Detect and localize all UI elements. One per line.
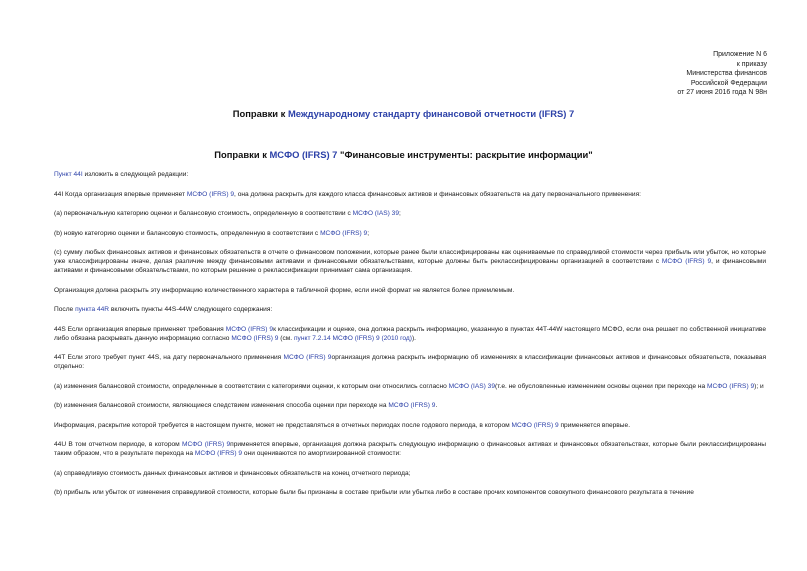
- appendix-line: Приложение N 6: [713, 51, 767, 58]
- paragraph: [54, 286, 766, 295]
- section-title-suffix: "Финансовые инструменты: раскрытие информации": [337, 149, 593, 160]
- paragraph-text: , и финансовыми активами и финансовыми обязательствами, по которым решение о реклассификации принимает сама организация.: [54, 258, 767, 274]
- appendix-header: [567, 50, 767, 98]
- appendix-line: к приказу: [736, 60, 767, 68]
- paragraph-text: 44U В том отчетном периоде, в котором: [54, 441, 183, 448]
- paragraph: [54, 170, 766, 179]
- section-title-prefix: Поправки к: [214, 149, 270, 160]
- section-title-link[interactable]: МСФО (IFRS) 7: [269, 149, 338, 160]
- paragraph: [54, 353, 766, 371]
- paragraph-text: (a) изменения балансовой стоимости, определенные в соответствии с категориями оценки, к которым они относились согласно: [54, 382, 449, 390]
- paragraph-text: включить пункты 44S-44W следующего содержания:: [109, 306, 273, 313]
- paragraph-text: ;: [367, 229, 370, 237]
- document-link[interactable]: МСФО (IAS) 39: [448, 382, 496, 390]
- document-body: [54, 170, 766, 508]
- paragraph: [54, 305, 766, 314]
- document-link[interactable]: МСФО (IFRS) 9: [194, 450, 243, 457]
- paragraph-text: (a) справедливую стоимость данных финансовых активов и финансовых обязательств на конец отчетного периода;: [54, 469, 411, 477]
- document-link[interactable]: Пункт 44I: [54, 171, 83, 178]
- document-link[interactable]: МСФО (IFRS) 9: [661, 258, 712, 265]
- document-link[interactable]: МСФО (IFRS) 9: [707, 382, 755, 390]
- paragraph: [54, 325, 766, 343]
- document-link[interactable]: МСФО (IFRS) 9: [388, 402, 436, 409]
- paragraph-text: (т.е. не обусловленные изменением основы оценки при переходе на: [495, 382, 708, 390]
- paragraph: [54, 229, 766, 238]
- paragraph-text: (c) сумму любых финансовых активов и финансовых обязательств в отчете о финансовом положении, которые ранее были классифицированы как оцениваемые по справедливой стоимости через прибыль или убыток, но которые уже классифицированы иначе, делая различие между финансовыми активами и финансовыми обязательствами, которые должны быть реклассифицированы организацией в соответствии с: [54, 249, 766, 265]
- paragraph-text: организация должна раскрыть информацию об изменениях в классификации финансовых активов и финансовых обязательств, показывая отдельно:: [54, 354, 767, 370]
- paragraph-text: ;: [399, 210, 401, 217]
- paragraph-text: .: [435, 402, 438, 409]
- document-link[interactable]: пункта 44R: [75, 306, 110, 313]
- paragraph: [54, 382, 766, 391]
- document-link[interactable]: МСФО (IFRS) 9: [320, 229, 368, 237]
- paragraph-text: (b) прибыль или убыток от изменения справедливой стоимости, которые были бы признаны в составе прибыли или убытка либо в составе прочих компонентов совокупного финансового результата в течение: [54, 489, 694, 496]
- paragraph-text: 44S Если организация впервые применяет требования: [54, 325, 226, 333]
- document-link[interactable]: МСФО (IFRS) 9: [511, 421, 559, 429]
- paragraph-text: применяется впервые.: [558, 421, 631, 429]
- document-title: [0, 108, 807, 119]
- paragraph: [54, 190, 766, 199]
- paragraph-text: (a) первоначальную категорию оценки и балансовую стоимость, определенную в соответствии с: [54, 210, 353, 217]
- paragraph-text: ).: [411, 334, 416, 342]
- paragraph-text: к классификации и оценке, она должна раскрыть информацию, указанную в пунктах 44T-44W настоящего МСФО, если она решает по собственной инициативе либо обязана раскрывать данную информацию согласно: [54, 325, 767, 342]
- appendix-line: от 27 июня 2016 года N 98н: [677, 89, 767, 96]
- section-title: [0, 149, 807, 160]
- paragraph-text: изложить в следующей редакции:: [82, 171, 189, 178]
- document-link[interactable]: пункт 7.2.14 МСФО (IFRS) 9 (2010 год): [293, 334, 412, 342]
- paragraph: [54, 488, 766, 497]
- paragraph: [54, 440, 766, 458]
- paragraph-text: применяется впервые, организация должна раскрыть следующую информацию о финансовых активах и финансовых обязательствах, которые были реклассифицированы таким образом, что в результате перехода на: [54, 441, 767, 457]
- document-link[interactable]: МСФО (IFRS) 9: [283, 354, 332, 361]
- document-link[interactable]: МСФО (IFRS) 9: [231, 334, 279, 342]
- paragraph-text: 44T Если этого требует пункт 44S, на дату первоначального применения: [54, 354, 284, 361]
- paragraph-text: 44I Когда организация впервые применяет: [54, 190, 187, 198]
- document-link[interactable]: МСФО (IAS) 39: [352, 210, 399, 217]
- document-link[interactable]: МСФО (IFRS) 9: [186, 190, 235, 198]
- paragraph: [54, 209, 766, 218]
- document-link[interactable]: МСФО (IFRS) 9: [182, 441, 231, 448]
- paragraph: [54, 248, 766, 275]
- paragraph-text: Организация должна раскрыть эту информацию количественного характера в табличной форме, если иной формат не является более приемлемым.: [54, 286, 515, 294]
- title-link[interactable]: Международному стандарту финансовой отчетности (IFRS) 7: [287, 108, 575, 119]
- paragraph-text: (см.: [278, 334, 294, 342]
- paragraph-text: (b) изменения балансовой стоимости, являющиеся следствием изменения способа оценки при переходе на: [54, 402, 389, 409]
- paragraph-text: они оцениваются по амортизированной стоимости:: [242, 450, 402, 457]
- paragraph-text: (b) новую категорию оценки и балансовую стоимость, определенную в соответствии с: [54, 229, 321, 237]
- paragraph-text: ); и: [754, 382, 764, 390]
- paragraph-text: После: [54, 306, 76, 313]
- appendix-line: Российской Федерации: [690, 79, 767, 87]
- paragraph: [54, 421, 766, 430]
- paragraph-text: , она должна раскрыть для каждого класса финансовых активов и финансовых обязательств на дату первоначального применения:: [234, 190, 641, 198]
- paragraph: [54, 401, 766, 410]
- appendix-line: Министерства финансов: [686, 70, 767, 77]
- paragraph-text: Информация, раскрытие которой требуется в настоящем пункте, может не представляться в отчетных периодах после годового периода, в котором: [54, 421, 512, 429]
- document-link[interactable]: МСФО (IFRS) 9: [225, 325, 274, 333]
- paragraph: [54, 469, 766, 478]
- title-prefix: Поправки к: [232, 108, 288, 119]
